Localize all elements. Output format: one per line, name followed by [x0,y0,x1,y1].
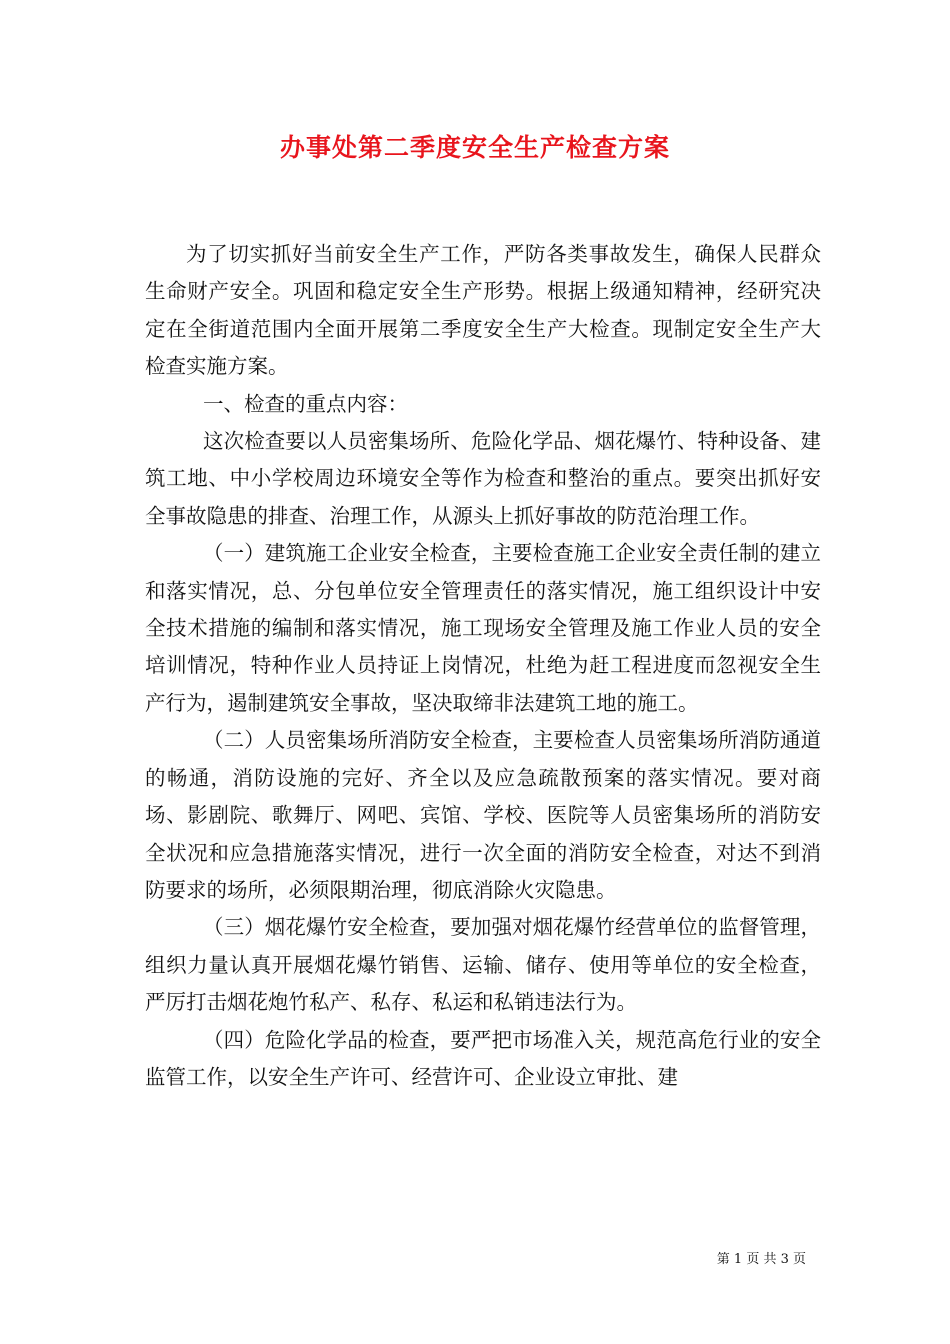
paragraph-item-2: （二）人员密集场所消防安全检查，主要检查人员密集场所消防通道的畅通，消防设施的完好、齐全以及应急疏散预案的落实情况。要对商场、影剧院、歌舞厅、网吧、宾馆、学校、医院等人员密集场所的消防安全状况和应急措施落实情况，进行一次全面的消防安全检查，对达不到消防要求的场所，必须限期治理，彻底消除火灾隐患。 [145,728,821,902]
paragraph-item-1: （一）建筑施工企业安全检查，主要检查施工企业安全责任制的建立和落实情况，总、分包单位安全管理责任的落实情况，施工组织设计中安全技术措施的编制和落实情况，施工现场安全管理及施工作业人员的安全培训情况，特种作业人员持证上岗情况，杜绝为赶工程进度而忽视安全生产行为，遏制建筑安全事故，坚决取缔非法建筑工地的施工。 [145,541,821,715]
page-number: 第 1 页 共 3 页 [716,1252,806,1267]
paragraph-item-3: （三）烟花爆竹安全检查，要加强对烟花爆竹经营单位的监督管理，组织力量认真开展烟花爆竹销售、运输、储存、使用等单位的安全检查，严厉打击烟花炮竹私产、私存、私运和私销违法行为。 [145,915,821,1015]
paragraph-intro: 为了切实抓好当前安全生产工作，严防各类事故发生，确保人民群众生命财产安全。巩固和稳定安全生产形势。根据上级通知精神，经研究决定在全街道范围内全面开展第二季度安全生产大检查。现制定安全生产大检查实施方案。 [145,242,821,379]
document-title: 办事处第二季度安全生产检查方案 [279,133,670,162]
section-heading-1: 一、检查的重点内容： [203,391,408,416]
paragraph-item-4: （四）危险化学品的检查，要严把市场准入关，规范高危行业的安全监管工作，以安全生产许可、经营许可、企业设立审批、建 [145,1027,821,1089]
paragraph-focus: 这次检查要以人员密集场所、危险化学品、烟花爆竹、特种设备、建筑工地、中小学校周边环境安全等作为检查和整治的重点。要突出抓好安全事故隐患的排查、治理工作，从源头上抓好事故的防范治理工作。 [145,429,821,528]
document-body [145,236,821,1096]
